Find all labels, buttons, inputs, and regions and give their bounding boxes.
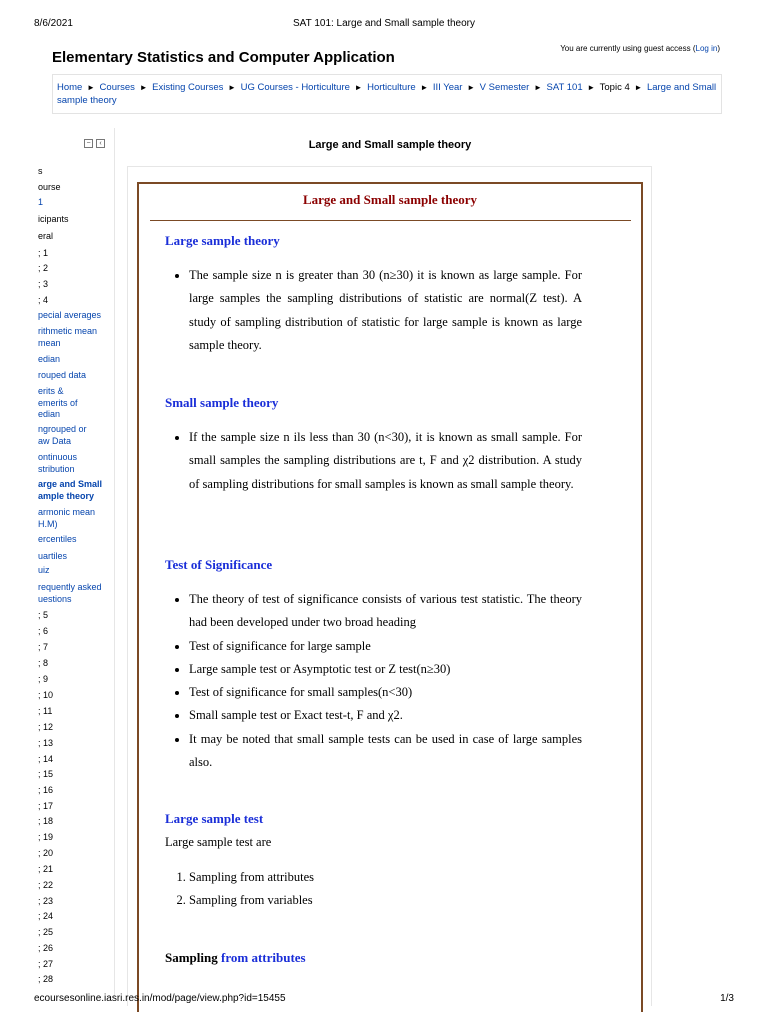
list-item: 1. Sampling from attributes bbox=[189, 866, 582, 889]
sidebar-nav-item[interactable]: rithmetic mean mean bbox=[38, 326, 98, 348]
sidebar-nav-item[interactable]: uartiles bbox=[38, 551, 68, 561]
login-suffix: ) bbox=[717, 44, 720, 53]
list-item: • Test of significance for large sample bbox=[189, 635, 582, 658]
print-date: 8/6/2021 bbox=[34, 18, 73, 29]
breadcrumb-item[interactable]: Large and Small sample theory bbox=[57, 82, 717, 106]
breadcrumb-item[interactable]: Existing Courses bbox=[152, 82, 224, 93]
sidebar-nav-item: ; 26 bbox=[38, 943, 54, 953]
sidebar-nav-item: ; 20 bbox=[38, 848, 54, 858]
sidebar-nav-item: ; 28 bbox=[38, 974, 54, 984]
sidebar-nav-item[interactable]: armonic mean H.M) bbox=[38, 507, 96, 529]
heading-part: Sampling bbox=[165, 950, 218, 965]
sidebar-nav-item: ; 15 bbox=[38, 769, 54, 779]
site-name[interactable]: Elementary Statistics and Computer Application bbox=[52, 49, 395, 66]
list-item: • Large sample test or Asymptotic test or Z test(n≥30) bbox=[189, 658, 582, 681]
sidebar-nav-item: ; 16 bbox=[38, 785, 54, 795]
sidebar-nav-item: ; 10 bbox=[38, 690, 54, 700]
sidebar-nav-item[interactable]: requently asked uestions bbox=[38, 582, 102, 604]
content-title: Large and Small sample theory bbox=[302, 192, 478, 207]
sidebar-nav-item: s bbox=[38, 166, 43, 176]
sidebar-nav-item: ; 5 bbox=[38, 610, 49, 620]
large-sample-list bbox=[189, 264, 582, 357]
sidebar-nav-item: ourse bbox=[38, 182, 61, 192]
significance-heading: Test of Significance bbox=[165, 557, 273, 572]
large-sample-heading: Large sample theory bbox=[165, 233, 280, 248]
breadcrumb-item[interactable]: V Semester bbox=[479, 82, 530, 93]
page-heading: Large and Small sample theory bbox=[308, 139, 472, 151]
sidebar-nav-item[interactable]: erits & emerits of edian bbox=[38, 386, 78, 419]
sidebar-nav-item[interactable]: edian bbox=[38, 354, 61, 364]
sidebar-nav-item: ; 12 bbox=[38, 722, 54, 732]
footer-page-number: 1/3 bbox=[720, 993, 734, 1004]
large-test-intro: Large sample test are bbox=[165, 835, 272, 849]
list-item: • If the sample size n ils less than 30 (n<30), it is known as small sample. For small samples the sampling distributions are t, F and χ2 distribution. A study of sampling distributions for small samples is known as small sample theory. bbox=[189, 426, 582, 496]
sidebar-nav-item[interactable]: ontinuous stribution bbox=[38, 452, 78, 474]
login-info bbox=[560, 44, 720, 53]
list-item: • Small sample test or Exact test-t, F and χ2. bbox=[189, 704, 582, 727]
sidebar-nav-item: ; 1 bbox=[38, 248, 49, 258]
sidebar-nav-item[interactable]: ercentiles bbox=[38, 534, 77, 544]
sidebar-nav-item: ; 23 bbox=[38, 896, 54, 906]
breadcrumb-separator-icon: ► bbox=[420, 83, 429, 92]
sidebar-nav-item[interactable]: 1 bbox=[38, 197, 44, 207]
list-item: • It may be noted that small sample tests can be used in case of large samples also. bbox=[189, 728, 582, 775]
breadcrumb-separator-icon: ► bbox=[533, 83, 542, 92]
breadcrumb-separator-icon: ► bbox=[139, 83, 148, 92]
sidebar-nav-item: icipants bbox=[38, 214, 69, 224]
breadcrumb-item[interactable]: Horticulture bbox=[367, 82, 416, 93]
sidebar-nav-item: ; 2 bbox=[38, 263, 49, 273]
breadcrumb-item[interactable]: SAT 101 bbox=[546, 82, 583, 93]
sidebar-nav-item: ; 18 bbox=[38, 816, 54, 826]
list-item: • The theory of test of significance consists of various test statistic. The theory had been developed under two broad heading bbox=[189, 588, 582, 635]
sidebar-divider bbox=[114, 128, 115, 998]
significance-list bbox=[189, 588, 582, 774]
sidebar-nav-item: ; 9 bbox=[38, 674, 49, 684]
breadcrumb-separator-icon: ► bbox=[587, 83, 596, 92]
sidebar-nav-item: ; 13 bbox=[38, 738, 54, 748]
sidebar-nav-item[interactable]: pecial averages bbox=[38, 310, 102, 320]
print-title: SAT 101: Large and Small sample theory bbox=[293, 18, 475, 29]
sidebar-nav-item: ; 7 bbox=[38, 642, 49, 652]
sidebar-nav-item: ; 24 bbox=[38, 911, 54, 921]
sidebar-nav-item: ; 11 bbox=[38, 706, 53, 716]
sidebar-nav-item: ; 25 bbox=[38, 927, 54, 937]
breadcrumb-item: Topic 4 bbox=[599, 82, 630, 93]
breadcrumb-item[interactable]: UG Courses - Horticulture bbox=[240, 82, 350, 93]
sidebar-nav-item: ; 14 bbox=[38, 754, 54, 764]
login-link[interactable]: Log in bbox=[695, 44, 718, 53]
small-sample-list bbox=[189, 426, 582, 496]
sidebar-nav-item: ; 3 bbox=[38, 279, 49, 289]
breadcrumb-separator-icon: ► bbox=[86, 83, 95, 92]
list-item: • The sample size n is greater than 30 (n≥30) it is known as large sample. For large samples the sampling distributions of statistic are normal(Z test). A study of sampling distribution of statistic for large sample is known as large sample theory. bbox=[189, 264, 582, 357]
heading-part: from attributes bbox=[217, 950, 306, 965]
large-test-heading: Large sample test bbox=[165, 811, 264, 826]
breadcrumb-item[interactable]: Home bbox=[57, 82, 83, 93]
move-block-icon[interactable]: ‹ bbox=[96, 139, 105, 148]
sidebar-nav-item: ; 19 bbox=[38, 832, 54, 842]
small-sample-heading: Small sample theory bbox=[165, 395, 279, 410]
sidebar-nav-item: ; 6 bbox=[38, 626, 49, 636]
sidebar-nav-item: ; 21 bbox=[38, 864, 54, 874]
sidebar-nav-item: ; 27 bbox=[38, 959, 54, 969]
sidebar-nav-item[interactable]: ngrouped or aw Data bbox=[38, 424, 87, 446]
collapse-block-icon[interactable]: − bbox=[84, 139, 93, 148]
breadcrumb-separator-icon: ► bbox=[228, 83, 236, 92]
list-item: 2. Sampling from variables bbox=[189, 889, 582, 912]
navigation-sidebar bbox=[0, 166, 114, 996]
sidebar-nav-item: ; 22 bbox=[38, 880, 54, 890]
sidebar-nav-item: ; 8 bbox=[38, 658, 49, 668]
sidebar-nav-item[interactable]: rouped data bbox=[38, 370, 87, 380]
breadcrumb-separator-icon: ► bbox=[467, 83, 476, 92]
breadcrumb-separator-icon: ► bbox=[634, 83, 643, 92]
breadcrumb-item[interactable]: Courses bbox=[99, 82, 135, 93]
sidebar-nav-item[interactable]: arge and Small ample theory bbox=[38, 479, 103, 501]
large-test-list bbox=[189, 866, 582, 913]
sidebar-nav-item: ; 17 bbox=[38, 801, 54, 811]
sidebar-nav-item: ; 4 bbox=[38, 295, 49, 305]
sidebar-nav-item[interactable]: uiz bbox=[38, 565, 50, 575]
list-item: • Test of significance for small samples(n<30) bbox=[189, 681, 582, 704]
footer-url: ecoursesonline.iasri.res.in/mod/page/view.php?id=15455 bbox=[34, 993, 286, 1004]
breadcrumb-item[interactable]: III Year bbox=[432, 82, 463, 93]
breadcrumb bbox=[52, 74, 722, 114]
breadcrumb-separator-icon: ► bbox=[354, 83, 363, 92]
title-divider bbox=[150, 220, 631, 221]
sidebar-nav-item: eral bbox=[38, 231, 54, 241]
sampling-attributes-heading bbox=[165, 950, 306, 966]
login-prefix: You are currently using guest access ( bbox=[560, 44, 696, 53]
